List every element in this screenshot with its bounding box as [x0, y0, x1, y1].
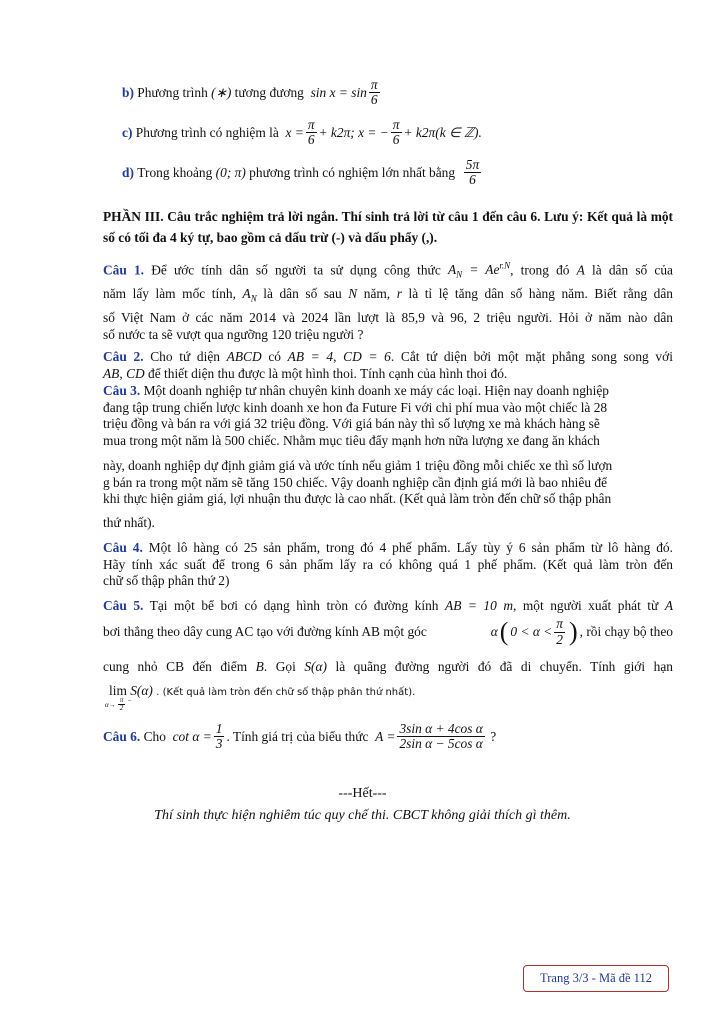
q2-l1a: Cho tứ diện	[150, 349, 220, 364]
option-c-text: Phương trình có nghiệm là	[135, 124, 279, 140]
option-b	[122, 78, 382, 107]
q5-line2	[103, 617, 673, 647]
q6-expr-frac: $\frac{\text{3sin α + 4cos α}}{\text{2sin α − 5cos α}}$	[399, 721, 483, 752]
option-b-frac: $\frac{\pi}{6}$	[370, 77, 378, 108]
q1-line1	[103, 261, 673, 280]
q5-l1b: AB = 10 m	[445, 598, 514, 613]
q6-a: Cho	[143, 728, 166, 744]
q5-line3	[103, 659, 673, 675]
q1-line4: số nước ta sẽ vượt qua ngưỡng 120 triệu người ?	[103, 327, 364, 342]
q1-l2f: năm,	[363, 286, 391, 301]
q6-label: Câu 6.	[103, 728, 141, 744]
q5-l2a: bơi thẳng theo dây cung AC tạo với đường kính AB một góc	[103, 624, 427, 639]
q1-l2d: là dân số sau	[263, 286, 342, 301]
option-c-math2: + k2π; x = −	[318, 124, 389, 140]
q5-limit	[105, 683, 415, 713]
q5-l1d: A	[664, 598, 673, 613]
q5-label: Câu 5.	[103, 598, 144, 613]
q3-line7: khi thực hiện giảm giá, lợi nhuận thu được là cao nhất. (Kết quả làm tròn đến chữ số thập phân	[103, 491, 612, 506]
q5-l3e: là quãng đường người đó đã di chuyển. Tính giới hạn	[335, 659, 673, 674]
q3-line8: thứ nhất).	[103, 515, 155, 530]
q6-b: . Tính giá trị của biểu thức	[226, 728, 369, 744]
q5-l3d: S(α)	[304, 659, 327, 674]
option-b-text2: tương đương	[234, 84, 304, 100]
q1-line2	[103, 286, 673, 304]
q1-l2-an: $A_N$	[242, 286, 257, 304]
q5-lim: lim	[109, 683, 127, 698]
option-b-text: Phương trình	[137, 84, 208, 100]
q5-l2d: , rồi chạy bộ theo	[579, 624, 673, 639]
q2-l2b: ,	[119, 366, 123, 381]
q6-c: ?	[490, 728, 497, 744]
q1-l2g: r	[396, 286, 402, 301]
q2-l1d: AB = 4	[287, 349, 334, 364]
q5-angle-group	[491, 617, 673, 647]
section-title: PHẦN III. Câu trắc nghiệm trả lời ngắn. Thí sinh trả lời từ câu 1 đến câu 6. Lưu ý: Kết quả là một số có tối đa 4 ký tự, bao gồm cả dấu trừ (-) và dấu phẩy (,).	[103, 209, 673, 245]
q2-line2	[103, 366, 507, 382]
q5-l3b: B	[255, 659, 264, 674]
q2-l1e: ,	[333, 349, 337, 364]
q2-l2d: để thiết diện thu được là một hình thoi. Tính cạnh của hình thoi đó.	[148, 366, 508, 381]
option-d-text: Trong khoảng	[137, 164, 213, 180]
q5-line1	[103, 598, 673, 614]
end-note: Thí sinh thực hiện nghiêm túc quy chế thi. CBCT không giải thích gì thêm.	[154, 808, 571, 823]
q5-frac: $\frac{\pi}{2}$	[556, 616, 563, 647]
q6-cot: cot α =	[172, 728, 212, 744]
q5-l1a: Tại một bể bơi có dạng hình tròn có đường kính	[149, 598, 439, 613]
q3-line4: mua trong một năm là 500 chiếc. Nhằm mục tiêu đẩy mạnh hơn nữa lượng xe đang ăn khách	[103, 433, 600, 448]
q3-line3: triệu đồng và bán ra với giá 32 triệu đồng. Với giá bán này thì số lượng xe mà khách hàng sẽ	[103, 416, 600, 431]
q5-lim-s: S(α)	[130, 683, 153, 698]
q1-formula: $A_N = Ae^{r.N}$	[447, 261, 511, 281]
q5-paren-close: )	[568, 617, 578, 646]
option-c-frac1: $\frac{\pi}{6}$	[307, 117, 315, 148]
q6-expr: A =	[375, 728, 396, 744]
option-d-label: d)	[122, 164, 134, 180]
end-marker: ---Hết---	[338, 786, 387, 801]
q1-text-b: , trong đó	[510, 262, 570, 278]
q6-cot-frac: $\frac{1}{3}$	[215, 721, 223, 752]
q1-text-d: là dân số của	[592, 262, 673, 278]
q3-line1	[103, 383, 609, 399]
page-footer	[523, 965, 669, 992]
q5-l4: . (Kết quả làm tròn đến chữ số thập phân thứ nhất).	[156, 687, 416, 698]
q5-l3a: cung nhỏ CB đến điểm	[103, 659, 248, 674]
q4-label: Câu 4.	[103, 540, 143, 555]
option-c-math4: (k ∈ ℤ).	[435, 124, 482, 140]
q4-line1	[103, 540, 673, 556]
q3-line2: đang tập trung chiến lược kinh doanh xe hon đa Future Fi với chi phí mua vào một chiếc là 28	[103, 400, 608, 415]
q3-line6: g bán ra trong một năm sẽ tăng 150 chiếc. Vậy doanh nghiệp cần định giá mới là bao nhiêu để	[103, 475, 608, 490]
q1-l2h: là tỉ lệ tăng dân số hàng năm. Biết rằng dân	[408, 286, 673, 301]
q5-paren-open: (	[499, 617, 509, 646]
q2-l2c: CD	[126, 366, 145, 381]
q3-label: Câu 3.	[103, 383, 141, 398]
option-c	[122, 118, 482, 147]
option-d-frac: $\frac{5\pi}{6}$	[465, 157, 480, 188]
option-c-math1: x =	[285, 124, 304, 140]
q1-l2e: N	[348, 286, 358, 301]
option-c-math3: + k2π	[403, 124, 436, 140]
q5-l2b: α	[490, 624, 498, 639]
q1-text-a: Để ước tính dân số người ta sử dụng công thức	[151, 262, 441, 278]
q5-l3c: . Gọi	[263, 659, 296, 674]
q1-var-a: A	[576, 262, 585, 278]
option-d-interval: (0; π)	[215, 164, 246, 180]
q2-line1	[103, 349, 673, 365]
q4-line3: chữ số thập phân thứ 2)	[103, 573, 230, 588]
q6-line	[103, 722, 496, 751]
q4-l1: Một lô hàng có 25 sản phẩm, trong đó 4 phế phẩm. Lấy tùy ý 6 sản phẩm từ lô hàng đó.	[148, 540, 673, 555]
q4-line2: Hãy tính xác suất để trong 6 sản phẩm lấy ra có không quá 1 phế phẩm. (Kết quả làm tròn đến	[103, 557, 673, 572]
q2-l2a: AB	[103, 366, 120, 381]
footer-text: Trang 3/3 - Mã đề 112	[540, 971, 652, 985]
option-c-frac2: $\frac{\pi}{6}$	[392, 117, 400, 148]
q2-l1f: CD = 6	[343, 349, 391, 364]
q5-l1c: , một người xuất phát từ	[513, 598, 659, 613]
q1-label: Câu 1.	[103, 262, 145, 278]
q5-l2c: 0 < α <	[510, 624, 553, 639]
q2-label: Câu 2.	[103, 349, 144, 364]
q2-l1g: . Cắt tứ diện bởi một mặt phẳng song song với	[390, 349, 673, 364]
q2-l1c: có	[268, 349, 281, 364]
option-d	[122, 158, 483, 187]
option-d-text2: phương trình có nghiệm lớn nhất bằng	[249, 164, 456, 180]
q1-line3: số Việt Nam ở các năm 2014 và 2024 lần lượt là 85,9 và 96, 2 triệu người. Hỏi ở năm nào dân	[103, 310, 673, 325]
q5-lim-sub: α→ $\frac{\pi}{2}$ −	[105, 696, 132, 713]
option-b-label: b)	[122, 84, 134, 100]
q3-l1: Một doanh nghiệp tư nhân chuyên kinh doanh xe máy các loại. Hiện nay doanh nghiệp	[143, 383, 609, 398]
option-b-math: sin x = sin	[310, 84, 367, 100]
q2-l1b: ABCD	[226, 349, 262, 364]
option-b-star: (∗)	[211, 84, 232, 100]
q1-l2a: năm lấy làm mốc tính,	[103, 286, 236, 301]
option-c-label: c)	[122, 124, 133, 140]
q3-line5: này, doanh nghiệp dự định giảm giá và ước tính nếu giảm 1 triệu đồng mỗi chiếc xe thì số lượn	[103, 458, 613, 473]
